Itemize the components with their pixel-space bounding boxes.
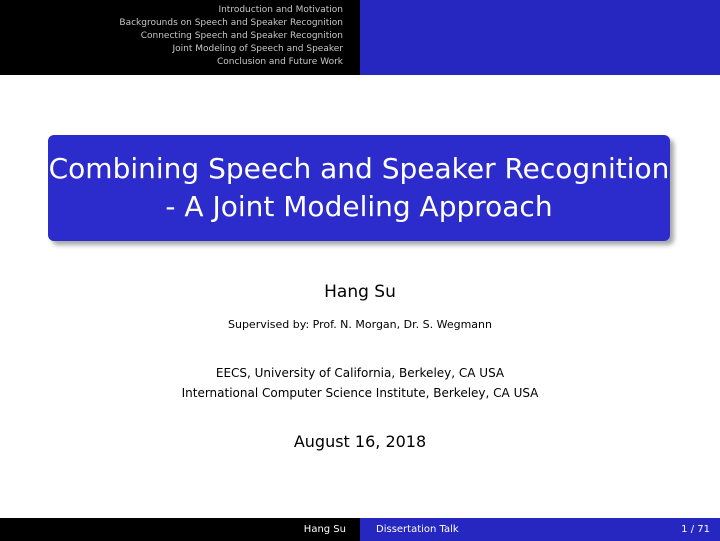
headline-right-panel — [360, 0, 720, 75]
headline-bar — [0, 0, 720, 75]
nav-section-connecting[interactable]: Connecting Speech and Speaker Recognition — [140, 31, 343, 41]
footline-bar — [0, 518, 720, 541]
author-name: Hang Su — [324, 282, 396, 302]
footer-author: Hang Su — [303, 524, 346, 535]
nav-section-conclusion[interactable]: Conclusion and Future Work — [216, 57, 343, 67]
supervisor-line: Supervised by: Prof. N. Morgan, Dr. S. Wegmann — [228, 318, 492, 331]
presentation-date: August 16, 2018 — [293, 432, 427, 451]
footer-talk-title: Dissertation Talk — [376, 524, 459, 535]
nav-section-introduction[interactable]: Introduction and Motivation — [218, 5, 343, 15]
affiliation-icsi: International Computer Science Institute, Berkeley, CA USA — [181, 386, 539, 400]
footer-author-panel — [0, 518, 360, 541]
title-line-2: - A Joint Modeling Approach — [165, 190, 553, 223]
nav-section-backgrounds[interactable]: Backgrounds on Speech and Speaker Recognition — [119, 18, 343, 28]
affiliation-eecs: EECS, University of California, Berkeley, CA USA — [215, 366, 505, 380]
footer-page-number: 1 / 71 — [681, 524, 710, 535]
footer-info-panel — [360, 518, 720, 541]
section-navigation — [0, 0, 360, 75]
title-block — [48, 135, 670, 241]
nav-section-joint-modeling[interactable]: Joint Modeling of Speech and Speaker — [172, 44, 343, 54]
title-line-1: Combining Speech and Speaker Recognition — [48, 152, 670, 185]
